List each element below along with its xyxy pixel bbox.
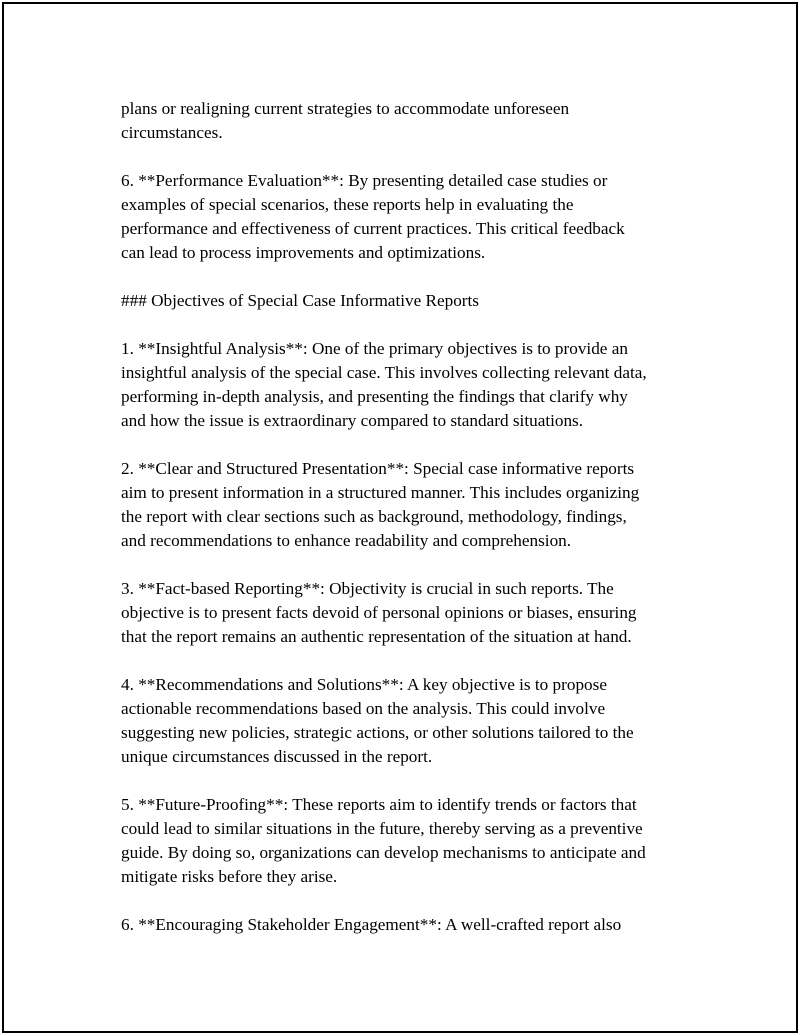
page-frame	[2, 2, 798, 1033]
paragraph-stakeholder-engagement: 6. **Encouraging Stakeholder Engagement**: A well-crafted report also	[121, 915, 622, 934]
paragraph-performance-evaluation: 6. **Performance Evaluation**: By presenting detailed case studies or examples of special scenarios, these reports help in evaluating the performance and effectiveness of current practices. This critical feedback can lead to process improvements and optimizations.	[121, 171, 625, 262]
paragraph-clear-structured-presentation: 2. **Clear and Structured Presentation**: Special case informative reports aim to present information in a structured manner. This includes organizing the report with clear sections such as background, methodology, findings, and recommendations to enhance readability and comprehension.	[121, 459, 640, 550]
paragraph-future-proofing: 5. **Future-Proofing**: These reports aim to identify trends or factors that could lead to similar situations in the future, thereby serving as a preventive guide. By doing so, organizations can develop mechanisms to anticipate and mitigate risks before they arise.	[121, 795, 646, 886]
paragraph-fact-based-reporting: 3. **Fact-based Reporting**: Objectivity is crucial in such reports. The objective is to present facts devoid of personal opinions or biases, ensuring that the report remains an authentic representation of the situation at hand.	[121, 579, 637, 646]
paragraph-recommendations-solutions: 4. **Recommendations and Solutions**: A key objective is to propose actionable recommendations based on the analysis. This could involve suggesting new policies, strategic actions, or other solutions tailored to the unique circumstances discussed in the report.	[121, 675, 634, 766]
document-body	[121, 97, 701, 937]
paragraph-insightful-analysis: 1. **Insightful Analysis**: One of the primary objectives is to provide an insightful analysis of the special case. This involves collecting relevant data, performing in-depth analysis, and presenting the findings that clarify why and how the issue is extraordinary compared to standard situations.	[121, 339, 647, 430]
paragraph-continuation: plans or realigning current strategies to accommodate unforeseen circumstances.	[121, 99, 570, 142]
section-heading-objectives: ### Objectives of Special Case Informative Reports	[121, 291, 479, 310]
